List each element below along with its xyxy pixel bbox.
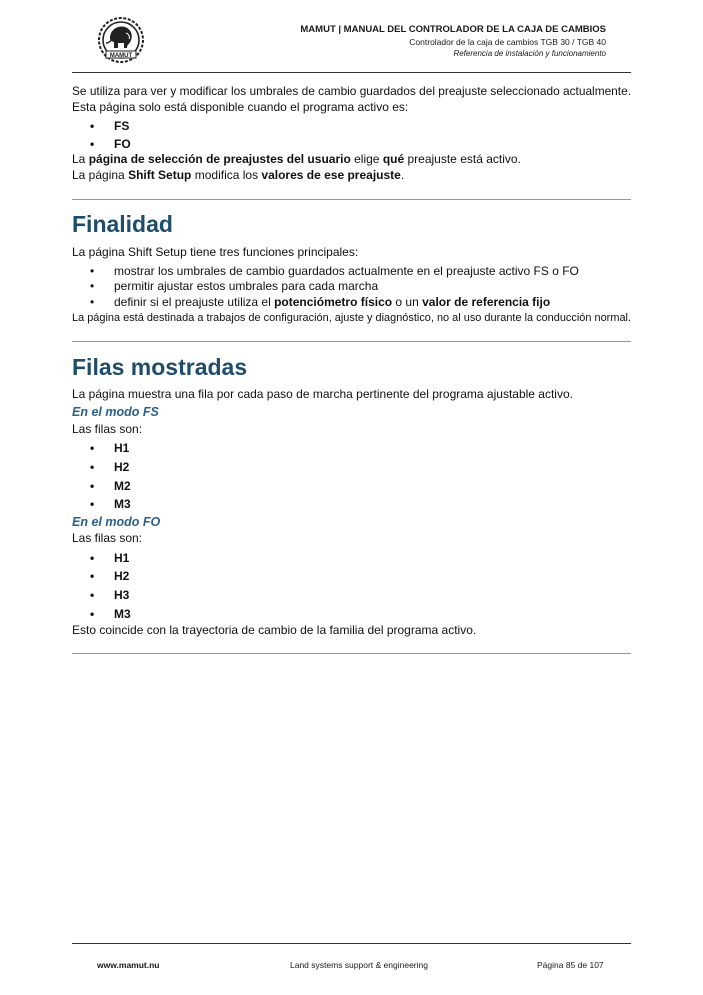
- section-divider: [72, 653, 631, 654]
- intro-line-4: La página Shift Setup modifica los valores de ese preajuste.: [72, 168, 405, 182]
- program-item: • FS: [90, 119, 130, 133]
- intro-line-3: La página de selección de preajustes del usuario elige qué preajuste está activo.: [72, 152, 521, 166]
- fs-row-item: • H1: [90, 441, 130, 455]
- purpose-note: La página está destinada a trabajos de configuración, ajuste y diagnóstico, no al uso durante la conducción normal.: [72, 312, 631, 324]
- fo-row-item: • H3: [90, 588, 130, 602]
- header-divider: [72, 72, 631, 73]
- intro-line-2: Esta página solo está disponible cuando el programa activo es:: [72, 100, 409, 114]
- manual-subtitle: Controlador de la caja de cambios TGB 30 / TGB 40: [409, 37, 606, 47]
- manual-subtitle-2: Referencia de instalación y funcionamiento: [453, 49, 606, 58]
- purpose-heading: Finalidad: [72, 211, 173, 237]
- logo-text: MAMUT: [109, 53, 133, 59]
- purpose-lead: La página Shift Setup tiene tres funciones principales:: [72, 245, 359, 259]
- fs-row-item: • M3: [90, 497, 131, 511]
- fo-row-item: • M3: [90, 607, 131, 621]
- rows-heading: Filas mostradas: [72, 354, 248, 380]
- fo-row-item: • H1: [90, 551, 130, 565]
- section-divider: [72, 199, 631, 200]
- fo-mode-subheading: En el modo FO: [72, 515, 161, 529]
- manual-title: MAMUT | MANUAL DEL CONTROLADOR DE LA CAJA DE CAMBIOS: [300, 24, 606, 35]
- fs-row-item: • M2: [90, 479, 131, 493]
- intro-line-1: Se utiliza para ver y modificar los umbrales de cambio guardados del preajuste seleccionado actualmente.: [72, 84, 631, 98]
- fs-row-item: • H2: [90, 460, 130, 474]
- fs-mode-subheading: En el modo FS: [72, 405, 159, 419]
- purpose-item: • definir si el preajuste utiliza el potenciómetro físico o un valor de referencia fijo: [90, 295, 551, 309]
- fo-row-item: • H2: [90, 569, 130, 583]
- rows-lead: La página muestra una fila por cada paso de marcha pertinente del programa ajustable activo.: [72, 387, 573, 401]
- mamut-logo: [95, 16, 147, 64]
- rows-closing: Esto coincide con la trayectoria de cambio de la familia del programa activo.: [72, 623, 477, 637]
- fs-rows-lead: Las filas son:: [72, 422, 143, 436]
- section-divider: [72, 341, 631, 342]
- purpose-item: • mostrar los umbrales de cambio guardados actualmente en el preajuste activo FS o FO: [90, 264, 579, 278]
- footer-divider: [72, 943, 631, 944]
- fo-rows-lead: Las filas son:: [72, 531, 143, 545]
- footer-tagline: Land systems support & engineering: [290, 960, 428, 970]
- page-number: Página 85 de 107: [537, 960, 604, 970]
- purpose-item: • permitir ajustar estos umbrales para cada marcha: [90, 279, 379, 293]
- program-item: • FO: [90, 137, 131, 151]
- footer-website[interactable]: www.mamut.nu: [97, 960, 160, 970]
- page-header: [300, 24, 606, 60]
